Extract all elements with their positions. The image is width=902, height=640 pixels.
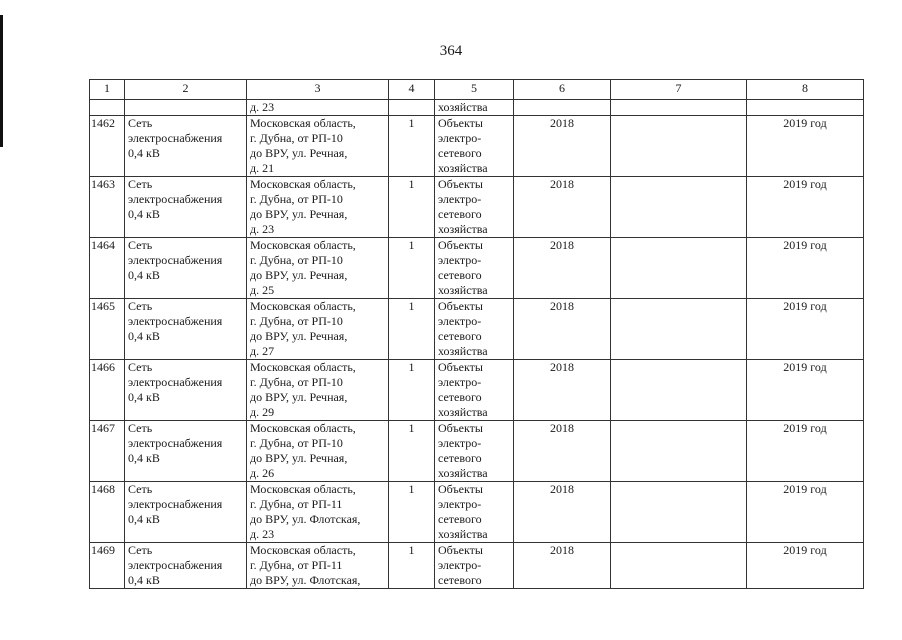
table-cell — [611, 100, 747, 116]
table-cell: Московская область, г. Дубна, от РП-10 до ВРУ, ул. Речная, д. 23 — [247, 177, 389, 238]
table-cell: Объекты электро- сетевого хозяйства — [435, 299, 514, 360]
table-cell: 2018 — [514, 116, 611, 177]
table-cell: Сеть электроснабжения 0,4 кВ — [125, 177, 247, 238]
table-cell — [90, 100, 125, 116]
table-cell: 2018 — [514, 543, 611, 589]
table-cell: 1 — [389, 421, 435, 482]
table-cell — [611, 360, 747, 421]
table-cell: Сеть электроснабжения 0,4 кВ — [125, 482, 247, 543]
table-cell — [747, 100, 864, 116]
table-row — [90, 421, 864, 482]
table-cell: Объекты электро- сетевого хозяйства — [435, 421, 514, 482]
page-number: 364 — [439, 43, 463, 59]
table-cell: 1465 — [90, 299, 125, 360]
table-cell: Московская область, г. Дубна, от РП-10 до ВРУ, ул. Речная, д. 27 — [247, 299, 389, 360]
table-cell: 1467 — [90, 421, 125, 482]
table-cell: 2019 год — [747, 482, 864, 543]
table-cell — [611, 482, 747, 543]
header-cell: 4 — [389, 80, 435, 100]
table-cell — [611, 116, 747, 177]
table-cell: 2018 — [514, 421, 611, 482]
table-cell: Сеть электроснабжения 0,4 кВ — [125, 116, 247, 177]
table-cell: 1 — [389, 238, 435, 299]
table-cell: Объекты электро- сетевого — [435, 543, 514, 589]
table-cell: Объекты электро- сетевого хозяйства — [435, 482, 514, 543]
table-cell — [611, 299, 747, 360]
table-cell: Сеть электроснабжения 0,4 кВ — [125, 299, 247, 360]
table-cell: 2018 — [514, 360, 611, 421]
table-cell: 2018 — [514, 177, 611, 238]
table-cell: 1 — [389, 360, 435, 421]
table-row — [90, 482, 864, 543]
header-cell: 7 — [611, 80, 747, 100]
table-row — [90, 116, 864, 177]
header-cell: 6 — [514, 80, 611, 100]
table-cell: 1 — [389, 482, 435, 543]
table-cell: 1 — [389, 299, 435, 360]
table-row — [90, 177, 864, 238]
table-cell: 2018 — [514, 238, 611, 299]
table-cell: Московская область, г. Дубна, от РП-10 до ВРУ, ул. Речная, д. 26 — [247, 421, 389, 482]
table-cell — [611, 238, 747, 299]
table-cell: 2019 год — [747, 421, 864, 482]
table-cell: 2019 год — [747, 543, 864, 589]
table-cell: Сеть электроснабжения 0,4 кВ — [125, 543, 247, 589]
table-cell: 2019 год — [747, 360, 864, 421]
table-cell: 2018 — [514, 299, 611, 360]
header-cell: 1 — [90, 80, 125, 100]
header-cell: 3 — [247, 80, 389, 100]
table-row — [90, 299, 864, 360]
table-cell — [389, 100, 435, 116]
table-cell: Объекты электро- сетевого хозяйства — [435, 238, 514, 299]
table-cell: 2019 год — [747, 238, 864, 299]
table-cell: д. 23 — [247, 100, 389, 116]
table-cell: 2019 год — [747, 299, 864, 360]
header-cell: 2 — [125, 80, 247, 100]
table-cell — [125, 100, 247, 116]
table-cell: Сеть электроснабжения 0,4 кВ — [125, 421, 247, 482]
table-cell: Московская область, г. Дубна, от РП-11 до ВРУ, ул. Флотская, — [247, 543, 389, 589]
continuation-row — [90, 100, 864, 116]
table-cell: 1 — [389, 177, 435, 238]
table-cell: 1468 — [90, 482, 125, 543]
table-cell: Сеть электроснабжения 0,4 кВ — [125, 360, 247, 421]
table-cell: 1 — [389, 543, 435, 589]
table-cell: 1464 — [90, 238, 125, 299]
table-row — [90, 238, 864, 299]
scan-margin-mark — [0, 15, 3, 147]
registry-table — [89, 79, 864, 589]
table-cell — [611, 543, 747, 589]
table-cell — [611, 421, 747, 482]
table-cell: Сеть электроснабжения 0,4 кВ — [125, 238, 247, 299]
header-cell: 8 — [747, 80, 864, 100]
table-cell: Объекты электро- сетевого хозяйства — [435, 177, 514, 238]
table-cell: 1466 — [90, 360, 125, 421]
table-cell: Московская область, г. Дубна, от РП-10 до ВРУ, ул. Речная, д. 29 — [247, 360, 389, 421]
table-cell: Московская область, г. Дубна, от РП-10 до ВРУ, ул. Речная, д. 25 — [247, 238, 389, 299]
table-row — [90, 543, 864, 589]
table-cell: Московская область, г. Дубна, от РП-10 до ВРУ, ул. Речная, д. 21 — [247, 116, 389, 177]
table-cell: хозяйства — [435, 100, 514, 116]
table-cell: 2019 год — [747, 116, 864, 177]
table-cell: 2018 — [514, 482, 611, 543]
table-cell: 1 — [389, 116, 435, 177]
table-body — [90, 80, 864, 589]
table-cell: Объекты электро- сетевого хозяйства — [435, 116, 514, 177]
header-cell: 5 — [435, 80, 514, 100]
table-cell: Объекты электро- сетевого хозяйства — [435, 360, 514, 421]
table-header-row — [90, 80, 864, 100]
table-cell: 2019 год — [747, 177, 864, 238]
table-cell: Московская область, г. Дубна, от РП-11 до ВРУ, ул. Флотская, д. 23 — [247, 482, 389, 543]
table-cell: 1469 — [90, 543, 125, 589]
table-cell — [611, 177, 747, 238]
table-row — [90, 360, 864, 421]
table-cell: 1463 — [90, 177, 125, 238]
table-cell — [514, 100, 611, 116]
table-cell: 1462 — [90, 116, 125, 177]
